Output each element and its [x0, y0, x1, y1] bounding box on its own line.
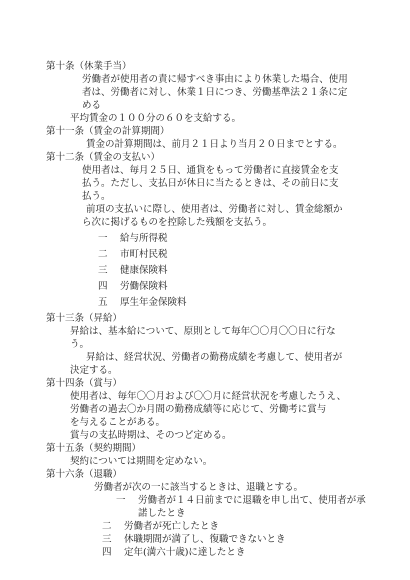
- list-item: [98, 264, 168, 277]
- article-16-line: 労働者が次の一に該当するときは、退職とする。: [94, 482, 304, 493]
- article-10-heading: 第十条（休業手当）: [46, 61, 132, 72]
- list-item: [102, 546, 245, 559]
- list-item-number: 一: [98, 233, 108, 244]
- article-11-line: 賃金の計算期間は、前月２１日より当月２０日までとする。: [86, 139, 343, 150]
- list-item: [98, 232, 168, 245]
- article-12-heading: 第十二条（賃金の支払い）: [46, 152, 161, 163]
- article-10-line: 者は、労働者に対し、休業１日につき、労働基準法２１条に定: [82, 87, 348, 98]
- article-10-line: める: [82, 100, 102, 111]
- list-item-text: 労働保険料: [120, 281, 168, 292]
- list-item-text: 給与所得税: [120, 233, 168, 244]
- list-item-text: 労働者が１４日前までに退職を申し出て、使用者が承: [138, 495, 366, 506]
- article-12-line: 払う。: [82, 191, 111, 202]
- article-14-line: 労働者の過去〇か月間の勤務成績等に応じて、労働考に賞与: [70, 404, 327, 415]
- article-12-line: 前項の支払いに際し、使用者は、労働者に対し、賃金総額か: [86, 204, 343, 215]
- article-12-line: 払う。ただし、支払日が休日に当たるときは、その前日に支: [82, 178, 339, 189]
- list-item-text: 休職期間が満了し、復職できないとき: [124, 534, 286, 545]
- list-item-number: 二: [98, 249, 108, 260]
- article-13-line: 昇給は、基本給について、原則として毎年〇〇月〇〇日に行な: [70, 326, 336, 337]
- list-item-number: 四: [98, 281, 108, 292]
- article-13-line: 決定する。: [70, 365, 118, 376]
- article-13-heading: 第十三条（昇給）: [46, 313, 123, 324]
- list-item: [98, 280, 168, 293]
- article-12-line: ら次に掲げるものを控除した残額を支払う。: [82, 217, 273, 228]
- article-10-line: 平均賃金の１００分の６０を支給する。: [70, 113, 242, 124]
- list-item-text: 労働者が死亡したとき: [124, 521, 220, 532]
- list-item: [98, 296, 187, 309]
- article-13-line: う。: [70, 339, 90, 350]
- article-15-line: 契約については期間を定めない。: [70, 456, 213, 467]
- article-12-line: 使用者は、毎月２５日、通貨をもって労働者に直接賃金を支: [82, 165, 339, 176]
- list-item: [98, 248, 168, 261]
- list-item-number: 三: [102, 534, 112, 545]
- article-14-line: を与えることがある。: [70, 417, 166, 428]
- list-item-continuation: 諾したとき: [138, 508, 186, 519]
- article-14-heading: 第十四条（賞与）: [46, 378, 123, 389]
- list-item-number: 五: [98, 297, 108, 308]
- list-item: [102, 533, 286, 546]
- list-item-text: 定年(満六十歳)に達したとき: [124, 547, 246, 558]
- list-item-number: 三: [98, 265, 108, 276]
- article-14-line: 賞与の支払時期は、そのつど定める。: [70, 430, 232, 441]
- article-15-heading: 第十五条（契約期間）: [46, 443, 142, 454]
- list-item-text: 市町村民税: [120, 249, 168, 260]
- article-11-heading: 第十一条（賃金の計算期間）: [46, 126, 170, 137]
- list-item: [116, 494, 366, 507]
- list-item-number: 四: [102, 547, 112, 558]
- list-item-number: 二: [102, 521, 112, 532]
- article-13-line: 昇給は、経営状況、労働者の勤務成績を考慮して、使用者が: [86, 352, 343, 363]
- list-item: [102, 520, 219, 533]
- article-14-line: 使用者は、毎年〇〇月および〇〇月に経営状況を考慮したうえ、: [70, 391, 347, 402]
- article-10-line: 労働者が使用者の責に帰すべき事由により休業した場合、使用: [82, 74, 348, 85]
- list-item-number: 一: [116, 495, 126, 506]
- article-16-heading: 第十六条（退職）: [46, 469, 123, 480]
- list-item-text: 厚生年金保険料: [120, 297, 187, 308]
- list-item-text: 健康保険料: [120, 265, 168, 276]
